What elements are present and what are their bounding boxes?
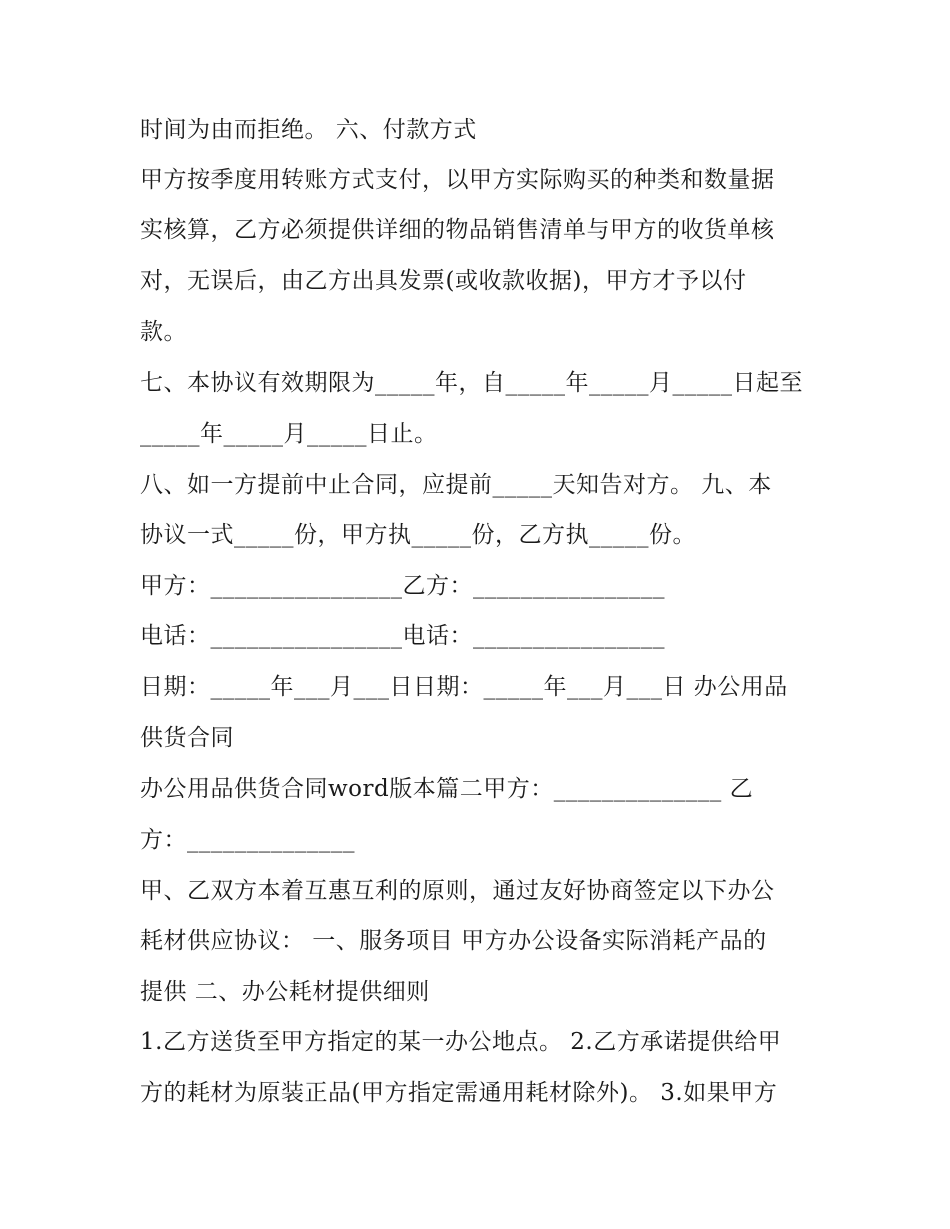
signature-line-date: 日期：_____年___月___日日期：_____年___月___日 办公用品 bbox=[140, 674, 788, 700]
text-line: 实核算，乙方必须提供详细的物品销售清单与甲方的收货单核 bbox=[140, 217, 775, 243]
text-line: 甲、乙双方本着互惠互利的原则，通过友好协商签定以下办公 bbox=[140, 878, 775, 904]
signature-line-party: 甲方：________________乙方：________________ bbox=[140, 573, 665, 599]
text-line: 款。 bbox=[140, 319, 187, 345]
text-line: 1.乙方送货至甲方指定的某一办公地点。 2.乙方承诺提供给甲 bbox=[140, 1029, 782, 1055]
text-line: 方：______________ bbox=[140, 827, 355, 853]
text-line: 方的耗材为原装正品(甲方指定需通用耗材除外)。 3.如果甲方 bbox=[140, 1080, 778, 1106]
text-line: 提供 二、办公耗材提供细则 bbox=[140, 979, 430, 1005]
text-line: 八、如一方提前中止合同，应提前_____天知告对方。 九、本 bbox=[140, 472, 772, 498]
text-line: 时间为由而拒绝。 六、付款方式 bbox=[140, 117, 477, 143]
text-line: 供货合同 bbox=[140, 725, 234, 751]
text-line: 七、本协议有效期限为_____年，自_____年_____月_____日起至 bbox=[140, 370, 803, 396]
section-heading: 办公用品供货合同word版本篇二甲方：______________ 乙 bbox=[140, 776, 754, 802]
text-line: _____年_____月_____日止。 bbox=[140, 421, 438, 447]
text-line: 甲方按季度用转账方式支付，以甲方实际购买的种类和数量据 bbox=[140, 167, 775, 193]
signature-line-phone: 电话：________________电话：________________ bbox=[140, 623, 665, 649]
text-line: 耗材供应协议： 一、服务项目 甲方办公设备实际消耗产品的 bbox=[140, 928, 767, 954]
text-line: 协议一式_____份，甲方执_____份，乙方执_____份。 bbox=[140, 522, 696, 548]
text-line: 对，无误后，由乙方出具发票(或收款收据)，甲方才予以付 bbox=[140, 268, 747, 294]
